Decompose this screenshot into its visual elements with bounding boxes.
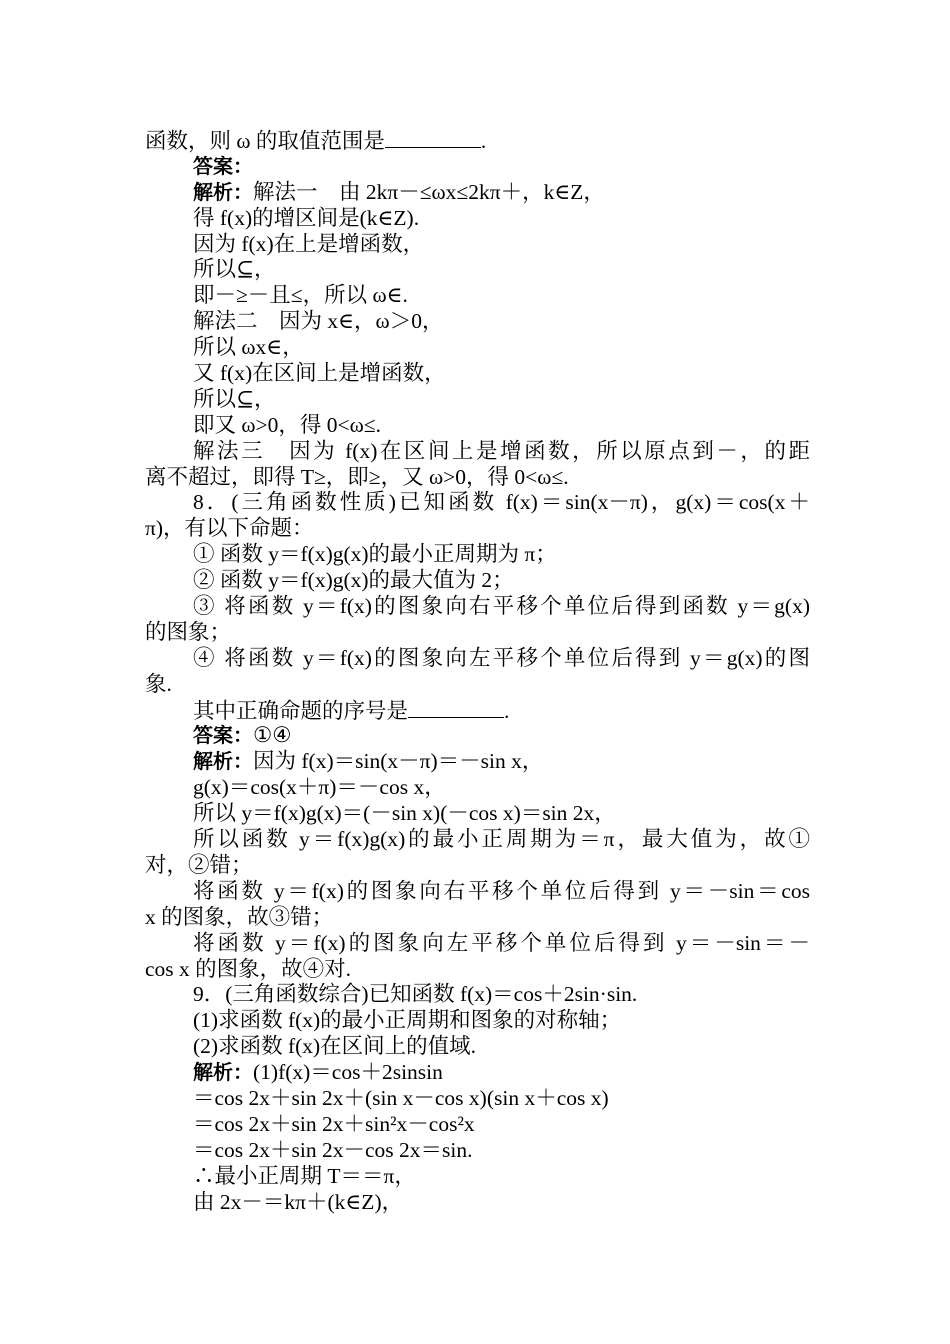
text-line: 即－≥－且≤，所以 ω∈. <box>193 283 408 308</box>
text-line: g(x)＝cos(x＋π)＝－cos x， <box>193 775 446 800</box>
answer-blank <box>408 698 504 718</box>
question-9-line: 9．(三角函数综合)已知函数 f(x)＝cos＋2sin·sin. <box>193 982 638 1007</box>
text: . <box>504 698 510 723</box>
answer-line <box>145 723 810 749</box>
text: 其中正确命题的序号是 <box>193 698 409 723</box>
answer-label: 答案： <box>193 723 253 748</box>
text-line: 又 f(x)在区间上是增函数， <box>193 361 446 386</box>
text-line <box>145 128 810 154</box>
text-line: cos x 的图象，故④对. <box>145 956 352 981</box>
text-line: π)，有以下命题： <box>145 516 314 541</box>
answer-line <box>145 154 810 180</box>
text-line <box>145 698 810 724</box>
text: (1)f(x)＝cos＋2sinsin <box>253 1060 443 1085</box>
text-line: 得 f(x)的增区间是(k∈Z). <box>193 205 420 230</box>
text-line: ＝cos 2x＋sin 2x－cos 2x＝sin. <box>193 1137 473 1162</box>
analysis-label: 解析： <box>193 1060 253 1085</box>
text-line: 所以函数 y＝f(x)g(x)的最小正周期为＝π，最大值为，故① <box>193 827 810 852</box>
text-line: 所以⊆， <box>193 386 276 411</box>
text-line: 象. <box>145 671 172 696</box>
text-line: 由 2x－＝kπ＋(k∈Z)， <box>193 1189 404 1214</box>
analysis-line <box>145 1060 810 1086</box>
text-line: 所以⊆， <box>193 257 276 282</box>
text-line: 对，②错； <box>145 852 253 877</box>
analysis-line <box>145 180 810 206</box>
text: 函数，则 ω 的取值范围是 <box>145 129 385 153</box>
text-line: 因为 f(x)在上是增函数， <box>193 231 425 256</box>
answer-value: ①④ <box>253 723 292 748</box>
analysis-label: 解析： <box>193 179 253 204</box>
text-line: 的图象； <box>145 619 232 644</box>
proposition-3: ③ 将函数 y＝f(x)的图象向右平移个单位后得到函数 y＝g(x) <box>193 594 810 619</box>
text-line: 即又 ω>0，得 0<ω≤. <box>193 412 381 437</box>
proposition-1: ① 函数 y＝f(x)g(x)的最小正周期为 π； <box>193 542 557 567</box>
text-line: 将函数 y＝f(x)的图象向左平移个单位后得到 y＝－sin＝－ <box>193 930 810 955</box>
text-line: x 的图象，故③错； <box>145 904 334 929</box>
text-line: (1)求函数 f(x)的最小正周期和图象的对称轴； <box>193 1008 622 1033</box>
answer-blank <box>385 128 481 148</box>
text-line: (2)求函数 f(x)在区间上的值域. <box>193 1034 477 1059</box>
text-line: ＝cos 2x＋sin 2x＋(sin x－cos x)(sin x＋cos x) <box>193 1085 609 1110</box>
analysis-label: 解析： <box>193 749 253 774</box>
text-line: ＝cos 2x＋sin 2x＋sin²x－cos²x <box>193 1111 475 1136</box>
proposition-2: ② 函数 y＝f(x)g(x)的最大值为 2； <box>193 568 514 593</box>
text-line: 所以 ωx∈， <box>193 335 304 360</box>
question-8-line: 8．(三角函数性质)已知函数 f(x)＝sin(x－π)，g(x)＝cos(x＋ <box>193 490 810 515</box>
answer-label: 答案： <box>193 153 253 178</box>
text: . <box>480 129 487 153</box>
text: 解法一 由 2kπ－≤ωx≤2kπ＋，k∈Z， <box>253 179 605 204</box>
text-line: 将函数 y＝f(x)的图象向右平移个单位后得到 y＝－sin＝cos <box>193 878 810 903</box>
proposition-4: ④ 将函数 y＝f(x)的图象向左平移个单位后得到 y＝g(x)的图 <box>193 645 810 670</box>
text-line: 解法二 因为 x∈，ω＞0， <box>193 309 444 334</box>
document-page <box>145 128 810 1215</box>
analysis-line <box>145 749 810 775</box>
text-line: 所以 y＝f(x)g(x)＝(－sin x)(－cos x)＝sin 2x， <box>193 801 616 826</box>
text: 因为 f(x)＝sin(x－π)＝－sin x， <box>253 749 544 774</box>
text-line: ∴最小正周期 T＝＝π， <box>193 1163 416 1188</box>
text-line: 离不超过，即得 T≥，即≥，又 ω>0，得 0<ω≤. <box>145 464 569 489</box>
text-line: 解法三 因为 f(x)在区间上是增函数，所以原点到－，的距 <box>193 438 810 463</box>
